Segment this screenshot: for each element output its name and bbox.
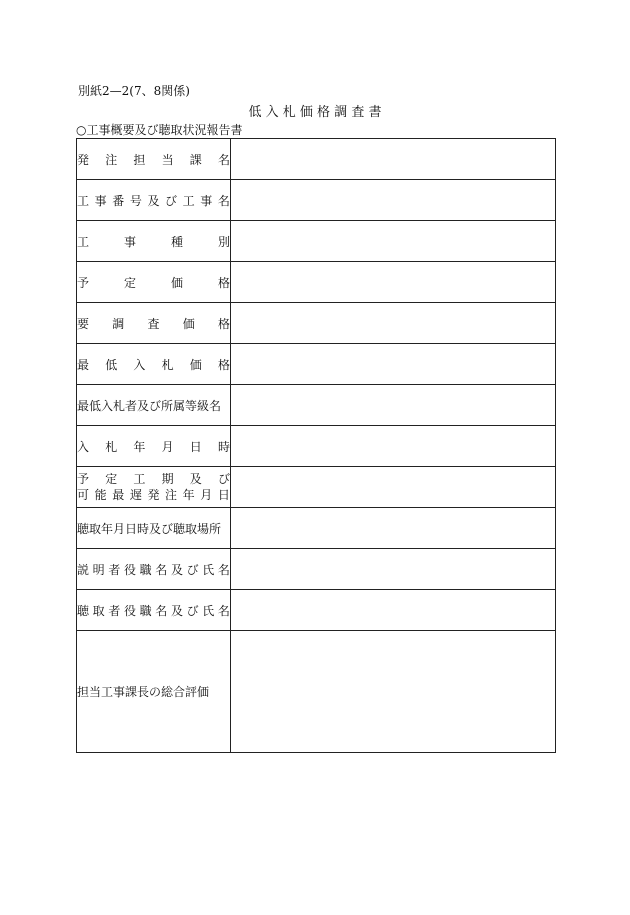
document-title [0, 101, 630, 120]
form-row-construction-number-name [77, 180, 556, 221]
lowest-bidder-value-cell[interactable] [231, 385, 556, 426]
survey-form-table [76, 138, 556, 753]
label-survey-price: 要 調 査 価 格 [77, 316, 230, 331]
section-heading: ○工事概要及び聴取状況報告書 [76, 123, 243, 137]
label-schedule-line1: 予 定 工 期 及 び [77, 472, 230, 486]
row-label [77, 180, 231, 221]
label-lowest-bidder: 最低入札者及び所属等級名 [77, 398, 222, 413]
label-hearing-datetime-place: 聴取年月日時及び聴取場所 [77, 521, 222, 536]
label-construction-type: 工 事 種 別 [77, 234, 230, 249]
form-row-department [77, 139, 556, 180]
form-row-planned-price [77, 262, 556, 303]
schedule-value-cell[interactable] [231, 467, 556, 508]
form-row-construction-type [77, 221, 556, 262]
form-row-overall-evaluation [77, 631, 556, 753]
survey-price-value-cell[interactable] [231, 303, 556, 344]
row-label [77, 467, 231, 508]
label-construction-number-name: 工 事 番 号 及 び 工 事 名 [77, 193, 230, 208]
document-title-text: 低 入 札 価 格 調 査 書 [248, 105, 382, 120]
form-row-hearing-datetime-place [77, 508, 556, 549]
label-overall-evaluation: 担当工事課長の総合評価 [77, 685, 210, 699]
department-value-cell[interactable] [231, 139, 556, 180]
label-interviewer: 聴 取 者 役 職 名 及 び 氏 名 [77, 603, 230, 618]
form-row-interviewer [77, 590, 556, 631]
row-label [77, 508, 231, 549]
row-label [77, 344, 231, 385]
label-department: 発 注 担 当 課 名 [77, 152, 230, 167]
label-bid-datetime: 入 札 年 月 日 時 [77, 439, 230, 454]
construction-number-name-value-cell[interactable] [231, 180, 556, 221]
hearing-datetime-place-value-cell[interactable] [231, 508, 556, 549]
planned-price-value-cell[interactable] [231, 262, 556, 303]
label-lowest-bid-price: 最 低 入 札 価 格 [77, 357, 230, 372]
row-label [77, 631, 231, 753]
form-row-bid-datetime [77, 426, 556, 467]
bid-datetime-value-cell[interactable] [231, 426, 556, 467]
interviewer-value-cell[interactable] [231, 590, 556, 631]
form-row-survey-price [77, 303, 556, 344]
construction-type-value-cell[interactable] [231, 221, 556, 262]
row-label [77, 139, 231, 180]
overall-evaluation-value-cell[interactable] [231, 631, 556, 753]
row-label [77, 426, 231, 467]
row-label [77, 385, 231, 426]
row-label [77, 221, 231, 262]
label-schedule-line2: 可 能 最 遅 発 注 年 月 日 [77, 488, 230, 502]
document-reference: 別紙2—2(7、8関係) [78, 84, 190, 98]
row-label [77, 303, 231, 344]
form-row-lowest-bidder [77, 385, 556, 426]
form-row-explainer [77, 549, 556, 590]
row-label [77, 590, 231, 631]
explainer-value-cell[interactable] [231, 549, 556, 590]
label-explainer: 説 明 者 役 職 名 及 び 氏 名 [77, 562, 230, 577]
row-label [77, 549, 231, 590]
row-label [77, 262, 231, 303]
form-row-lowest-bid-price [77, 344, 556, 385]
label-planned-price: 予 定 価 格 [77, 275, 230, 290]
lowest-bid-price-value-cell[interactable] [231, 344, 556, 385]
form-row-schedule [77, 467, 556, 508]
